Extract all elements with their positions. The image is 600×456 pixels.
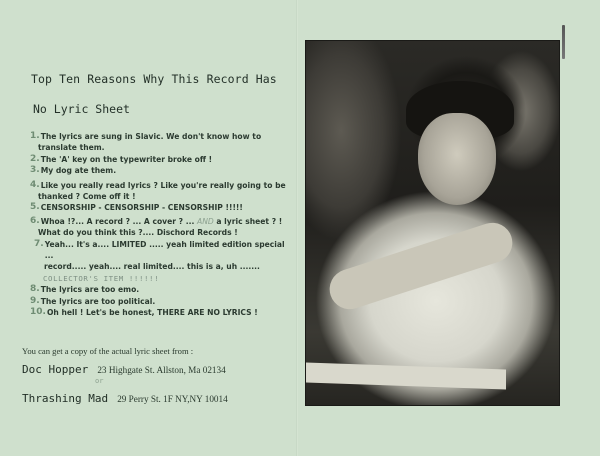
reason-item bbox=[30, 239, 294, 262]
reason-item bbox=[30, 284, 294, 295]
reason-text: The 'A' key on the typewriter broke off ! bbox=[40, 154, 213, 164]
reason-text: Oh hell ! Let's be honest, THERE ARE NO LYRICS ! bbox=[46, 308, 258, 318]
address-doc-hopper bbox=[22, 358, 226, 377]
reason-item bbox=[30, 296, 294, 307]
reason-item bbox=[30, 202, 294, 213]
label-name: Doc Hopper bbox=[22, 363, 89, 376]
reason-continuation: record..... yeah.... real limited.... this is a, uh ....... bbox=[44, 262, 260, 272]
reason-continuation: What do you think this ?.... Dischord Records ! bbox=[38, 228, 238, 238]
or-separator: or bbox=[95, 377, 104, 385]
reason-text: Like you really read lyrics ? Like you're really going to be bbox=[40, 180, 286, 190]
reason-item bbox=[30, 154, 294, 165]
crop-mark bbox=[562, 25, 565, 59]
reason-number: 2. bbox=[30, 153, 40, 164]
photo-face-shape bbox=[418, 113, 496, 205]
reason-text bbox=[41, 216, 294, 227]
reason-number: 8. bbox=[30, 284, 40, 295]
reason-text: The lyrics are too political. bbox=[40, 296, 156, 306]
reason-text-part: Whoa !?... A record ? ... A cover ? ... bbox=[40, 216, 198, 226]
reason-item bbox=[30, 180, 294, 191]
reason-number: 5. bbox=[30, 202, 40, 213]
address-thrashing-mad bbox=[22, 387, 228, 406]
reason-text: The lyrics are sung in Slavic. We don't know how to bbox=[40, 132, 262, 141]
reason-text: Yeah... It's a.... LIMITED ..... yeah limited edition special ... bbox=[44, 239, 285, 261]
reason-continuation: translate them. bbox=[38, 143, 105, 153]
outlined-word: AND bbox=[197, 216, 214, 226]
left-page bbox=[0, 0, 296, 456]
page-fold bbox=[296, 0, 298, 456]
reason-number: 1. bbox=[30, 131, 40, 141]
reason-item bbox=[30, 165, 294, 176]
label-address: 23 Highgate St. Allston, Ma 02134 bbox=[97, 365, 226, 375]
photo-desk-shape bbox=[306, 363, 506, 390]
reason-item bbox=[30, 131, 294, 142]
reason-item bbox=[30, 307, 294, 318]
reasons-list bbox=[30, 131, 294, 319]
reason-number: 3. bbox=[30, 165, 40, 176]
page-subtitle: No Lyric Sheet bbox=[33, 102, 130, 116]
reason-number: 6. bbox=[30, 215, 40, 226]
footer-intro: You can get a copy of the actual lyric sheet from : bbox=[22, 346, 194, 356]
reason-text: CENSORSHIP - CENSORSHIP - CENSORSHIP !!!!! bbox=[40, 203, 243, 213]
page-title: Top Ten Reasons Why This Record Has bbox=[31, 72, 277, 86]
reason-text-part: a lyric sheet ? ! bbox=[213, 216, 283, 226]
reason-number: 4. bbox=[30, 179, 40, 190]
label-address: 29 Perry St. 1F NY,NY 10014 bbox=[117, 394, 228, 404]
reason-number: 10. bbox=[30, 307, 46, 318]
photo-arm-shape bbox=[324, 218, 517, 315]
reason-continuation: thanked ? Come off it ! bbox=[38, 192, 136, 202]
reason-number: 7. bbox=[34, 238, 44, 249]
label-name: Thrashing Mad bbox=[22, 392, 109, 405]
reason-number: 9. bbox=[30, 295, 40, 306]
reason-item bbox=[30, 216, 294, 227]
reason-text: The lyrics are too emo. bbox=[40, 285, 140, 295]
reason-text: My dog ate them. bbox=[40, 166, 117, 176]
portrait-photo bbox=[305, 40, 560, 406]
collectors-item-text: COLLECTOR'S ITEM !!!!!! bbox=[43, 273, 160, 283]
